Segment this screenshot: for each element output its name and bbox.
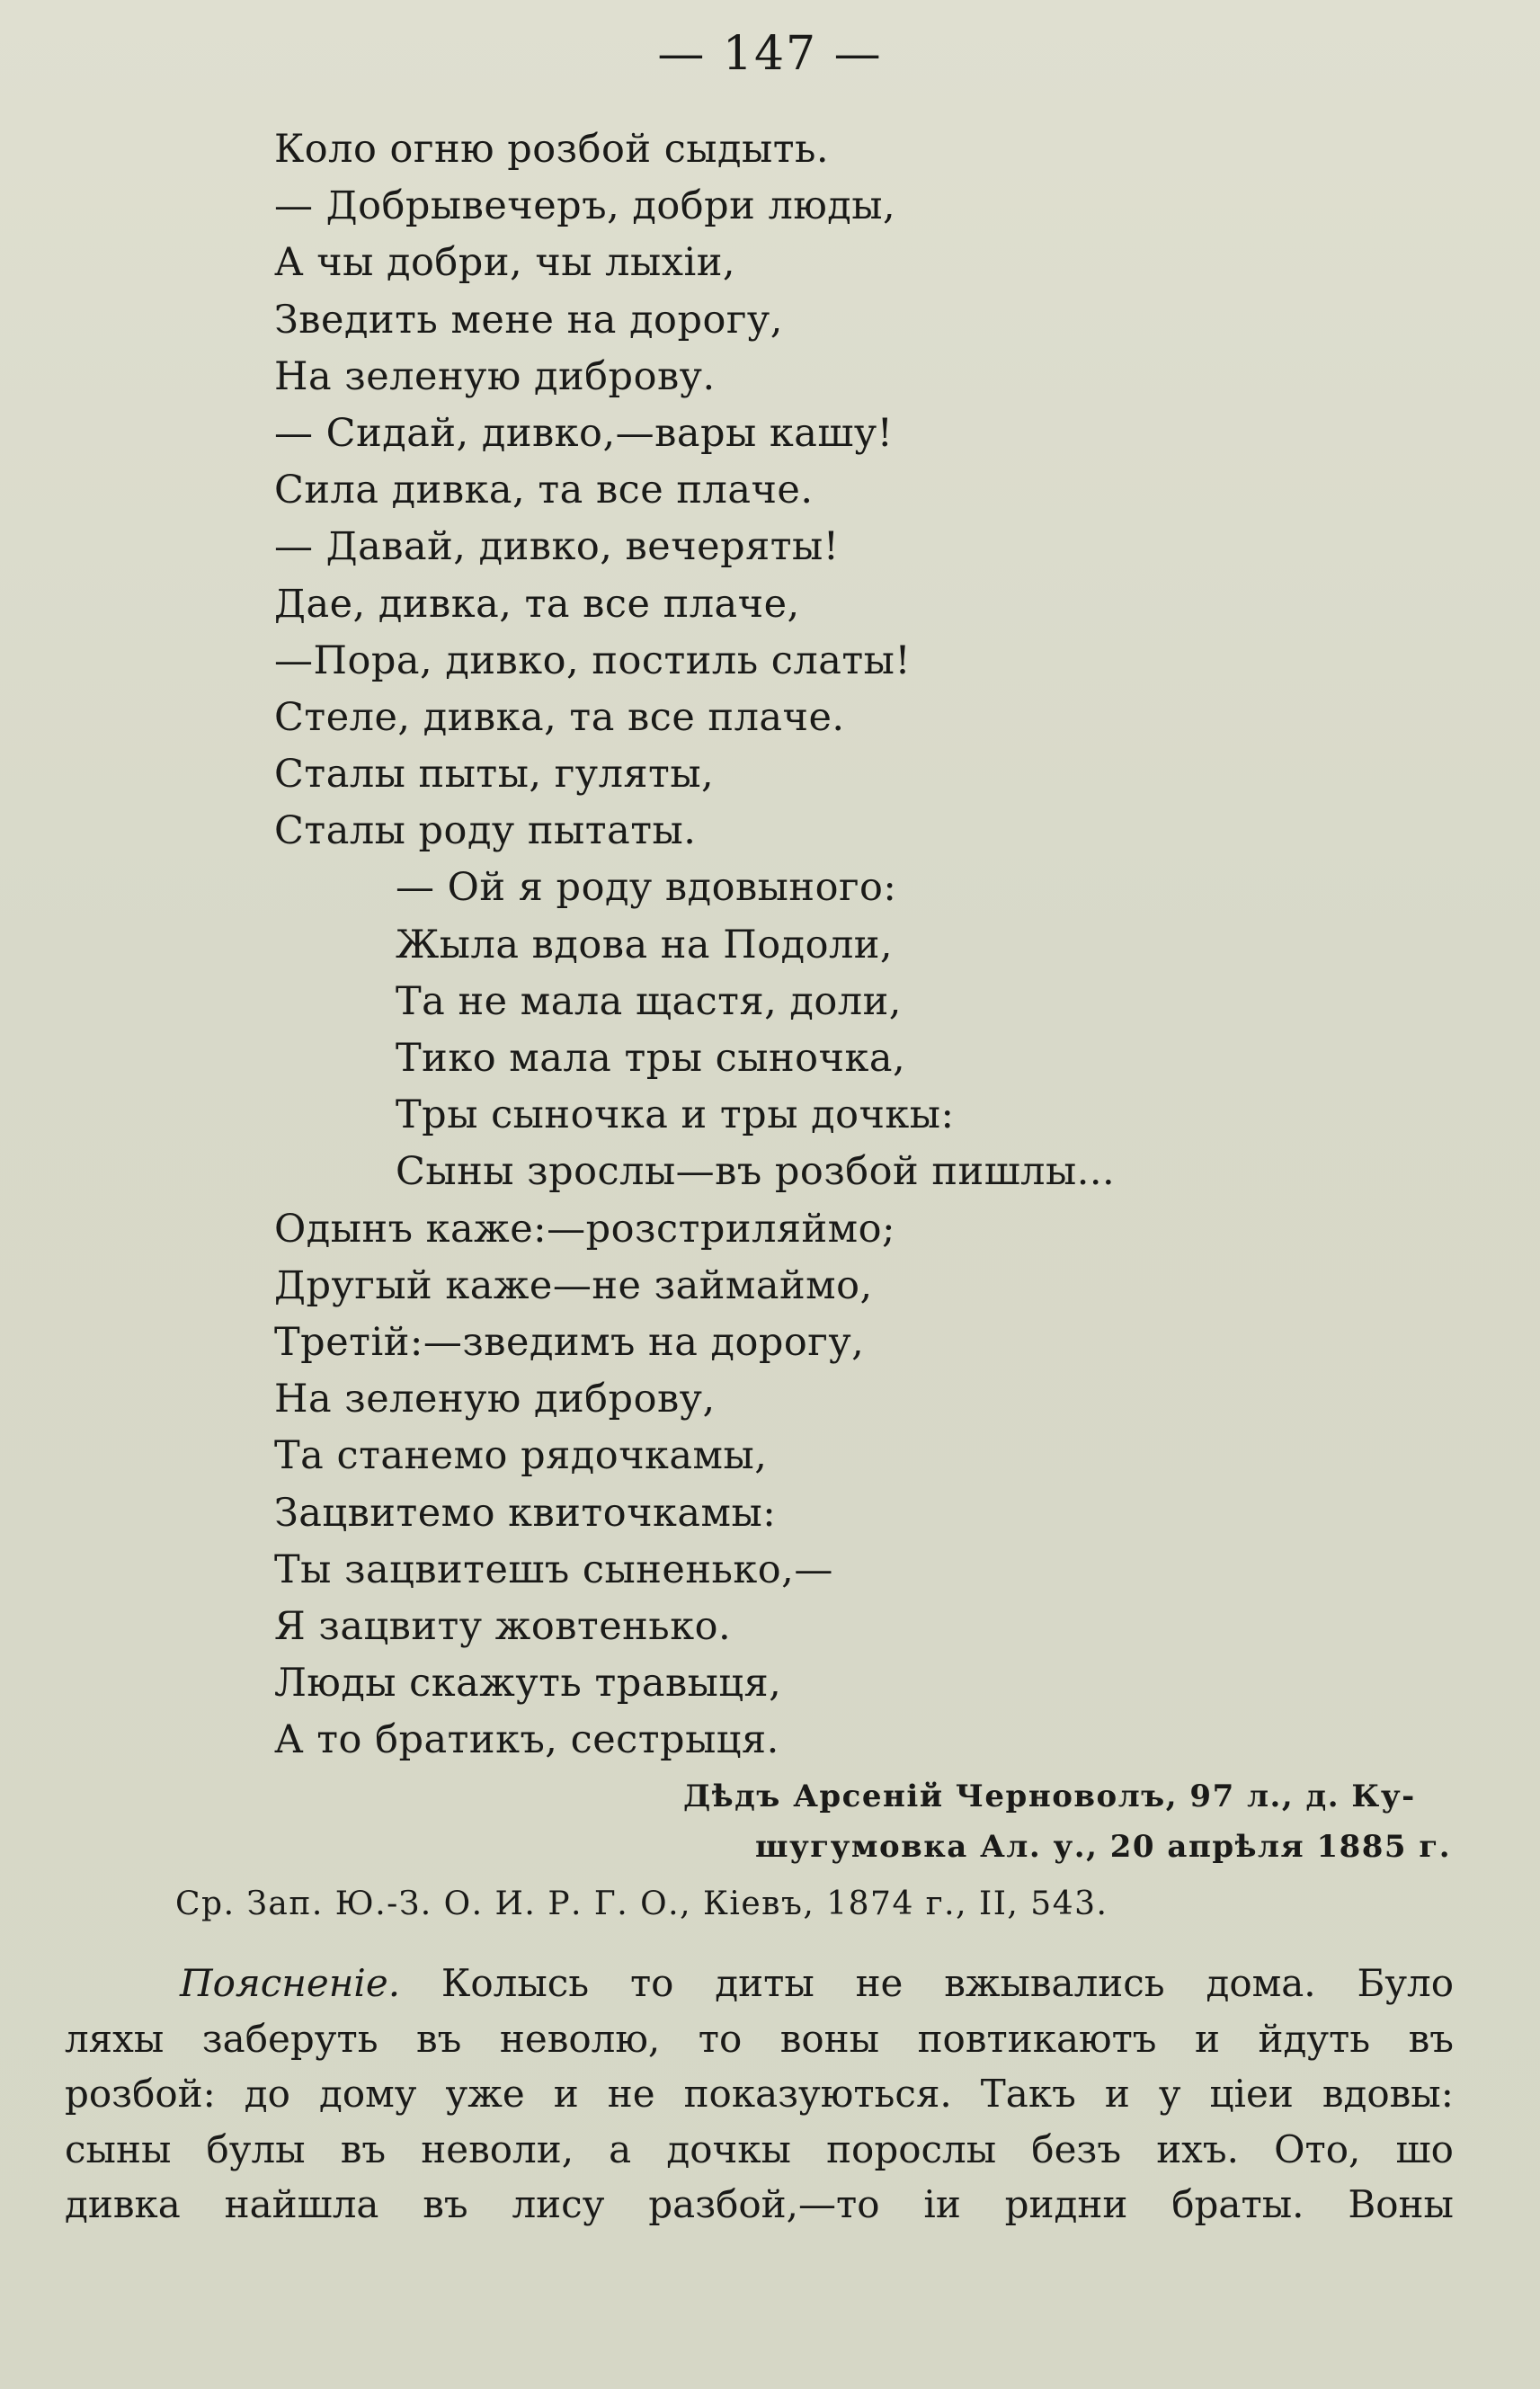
word: и xyxy=(553,2072,579,2116)
verse-line: — Сидай, дивко,—вары кашу! xyxy=(274,410,894,456)
word: то xyxy=(698,2016,743,2061)
word: уже xyxy=(445,2072,525,2116)
verse-line: Зацвитемо квиточкамы: xyxy=(274,1490,777,1536)
folk-song-verse xyxy=(274,121,1115,1769)
word: въ xyxy=(340,2126,387,2171)
paragraph-line xyxy=(65,2177,1454,2233)
word: неволи, xyxy=(421,2126,574,2171)
verse-line-indented: Жыла вдова на Подоли, xyxy=(396,922,894,967)
word: йдуть xyxy=(1258,2016,1371,2061)
word: воны xyxy=(779,2016,880,2061)
word: ридни xyxy=(1004,2182,1128,2226)
attribution-line: шугумовка Ал. у., 20 апрѣля 1885 г. xyxy=(755,1829,1452,1865)
word: найшла xyxy=(224,2182,379,2226)
word: Було xyxy=(1357,1961,1454,2005)
paragraph-line xyxy=(65,2066,1454,2122)
verse-line: Та станемо рядочкамы, xyxy=(274,1433,768,1479)
verse-line: Сталы пыты, гуляты, xyxy=(274,752,715,798)
word: заберуть xyxy=(201,2016,378,2061)
word: ляхы xyxy=(65,2016,165,2061)
word: въ xyxy=(1408,2016,1454,2061)
word: дивка xyxy=(65,2182,181,2226)
word: не xyxy=(855,1961,904,2005)
word: повтикаютъ xyxy=(917,2016,1157,2061)
paragraph-line xyxy=(65,1956,1454,2011)
verse-line: Коло огню розбой сыдыть. xyxy=(274,127,830,172)
verse-line: Другый каже—не займаймо, xyxy=(274,1262,873,1308)
word: а xyxy=(609,2126,632,2171)
verse-line-indented: Тры сыночка и тры дочкы: xyxy=(396,1092,955,1138)
verse-line: Сталы роду пытаты. xyxy=(274,808,697,854)
word: дочкы xyxy=(666,2126,791,2171)
verse-line: Я зацвиту жовтенько. xyxy=(274,1603,732,1649)
verse-line: — Давай, дивко, вечеряты! xyxy=(274,524,840,570)
source-attribution xyxy=(683,1771,1451,1872)
word: до xyxy=(244,2072,290,2116)
word: ціеи xyxy=(1209,2072,1294,2116)
verse-line: Сила дивка, та все плаче. xyxy=(274,468,814,513)
verse-line: На зеленую диброву. xyxy=(274,353,716,399)
paragraph-line xyxy=(65,2011,1454,2067)
word: у xyxy=(1158,2072,1181,2116)
word: показуються. xyxy=(683,2072,952,2116)
verse-line: Ты зацвитешъ сыненько,— xyxy=(274,1547,833,1592)
word: не xyxy=(607,2072,655,2116)
explanation-paragraph xyxy=(65,1956,1454,2233)
word: Такъ xyxy=(980,2072,1076,2116)
word: Воны xyxy=(1348,2182,1454,2226)
word: въ xyxy=(416,2016,462,2061)
word: лису xyxy=(512,2182,605,2226)
verse-line: Третій:—зведимъ на дорогу, xyxy=(274,1319,865,1365)
verse-line: —Пора, дивко, постиль слаты! xyxy=(274,637,912,683)
verse-line: А то братикъ, сестрыця. xyxy=(274,1717,779,1763)
verse-line: На зеленую диброву, xyxy=(274,1377,716,1422)
verse-line-indented: Тико мала тры сыночка, xyxy=(396,1036,906,1081)
verse-line-indented: — Ой я роду вдовыного: xyxy=(396,865,897,911)
word: въ xyxy=(423,2182,468,2226)
verse-line-indented: Та не мала щастя, доли, xyxy=(396,978,902,1024)
verse-line: Зведить мене на дорогу, xyxy=(274,297,783,343)
word: дома. xyxy=(1206,1961,1316,2005)
attribution-line: Дѣдъ Арсеній Черноволъ, 97 л., д. Ку- xyxy=(683,1778,1416,1814)
verse-line: — Добрывечеръ, добри люды, xyxy=(274,183,896,229)
word: разбой,—то xyxy=(648,2182,880,2226)
word: диты xyxy=(715,1961,815,2005)
word: вдовы: xyxy=(1322,2072,1454,2116)
bibliographic-reference: Ср. Зап. Ю.-З. О. И. Р. Г. О., Кіевъ, 1874 г., II, 543. xyxy=(175,1885,1108,1922)
verse-line: Дае, дивка, та все плаче, xyxy=(274,581,800,627)
verse-line: Люды скажуть травыця, xyxy=(274,1661,782,1707)
explanation-term: Поясненіе. xyxy=(180,1961,401,2005)
word: іи xyxy=(923,2182,961,2226)
word: то xyxy=(629,1961,674,2005)
word: вжывались xyxy=(944,1961,1165,2005)
verse-line: Стеле, дивка, та все плаче. xyxy=(274,694,845,740)
word: безъ xyxy=(1031,2126,1122,2171)
word: розбой: xyxy=(65,2072,216,2116)
word: браты. xyxy=(1171,2182,1304,2226)
word: дому xyxy=(318,2072,417,2116)
word: булы xyxy=(206,2126,306,2171)
verse-line: Одынъ каже:—розстриляймо; xyxy=(274,1206,895,1252)
verse-line: А чы добри, чы лыхіи, xyxy=(274,240,736,286)
word: Ото, xyxy=(1274,2126,1361,2171)
word: сыны xyxy=(65,2126,172,2171)
word: ихъ. xyxy=(1156,2126,1239,2171)
word: Колысь xyxy=(441,1961,590,2005)
paragraph-line xyxy=(65,2122,1454,2178)
word: шо xyxy=(1395,2126,1454,2171)
word: и xyxy=(1104,2072,1130,2116)
page-number: — 147 — xyxy=(657,27,883,81)
word: неволю, xyxy=(499,2016,661,2061)
verse-line-indented: Сыны зрослы—въ розбой пишлы... xyxy=(396,1149,1116,1195)
word: и xyxy=(1195,2016,1220,2061)
word: порослы xyxy=(826,2126,997,2171)
